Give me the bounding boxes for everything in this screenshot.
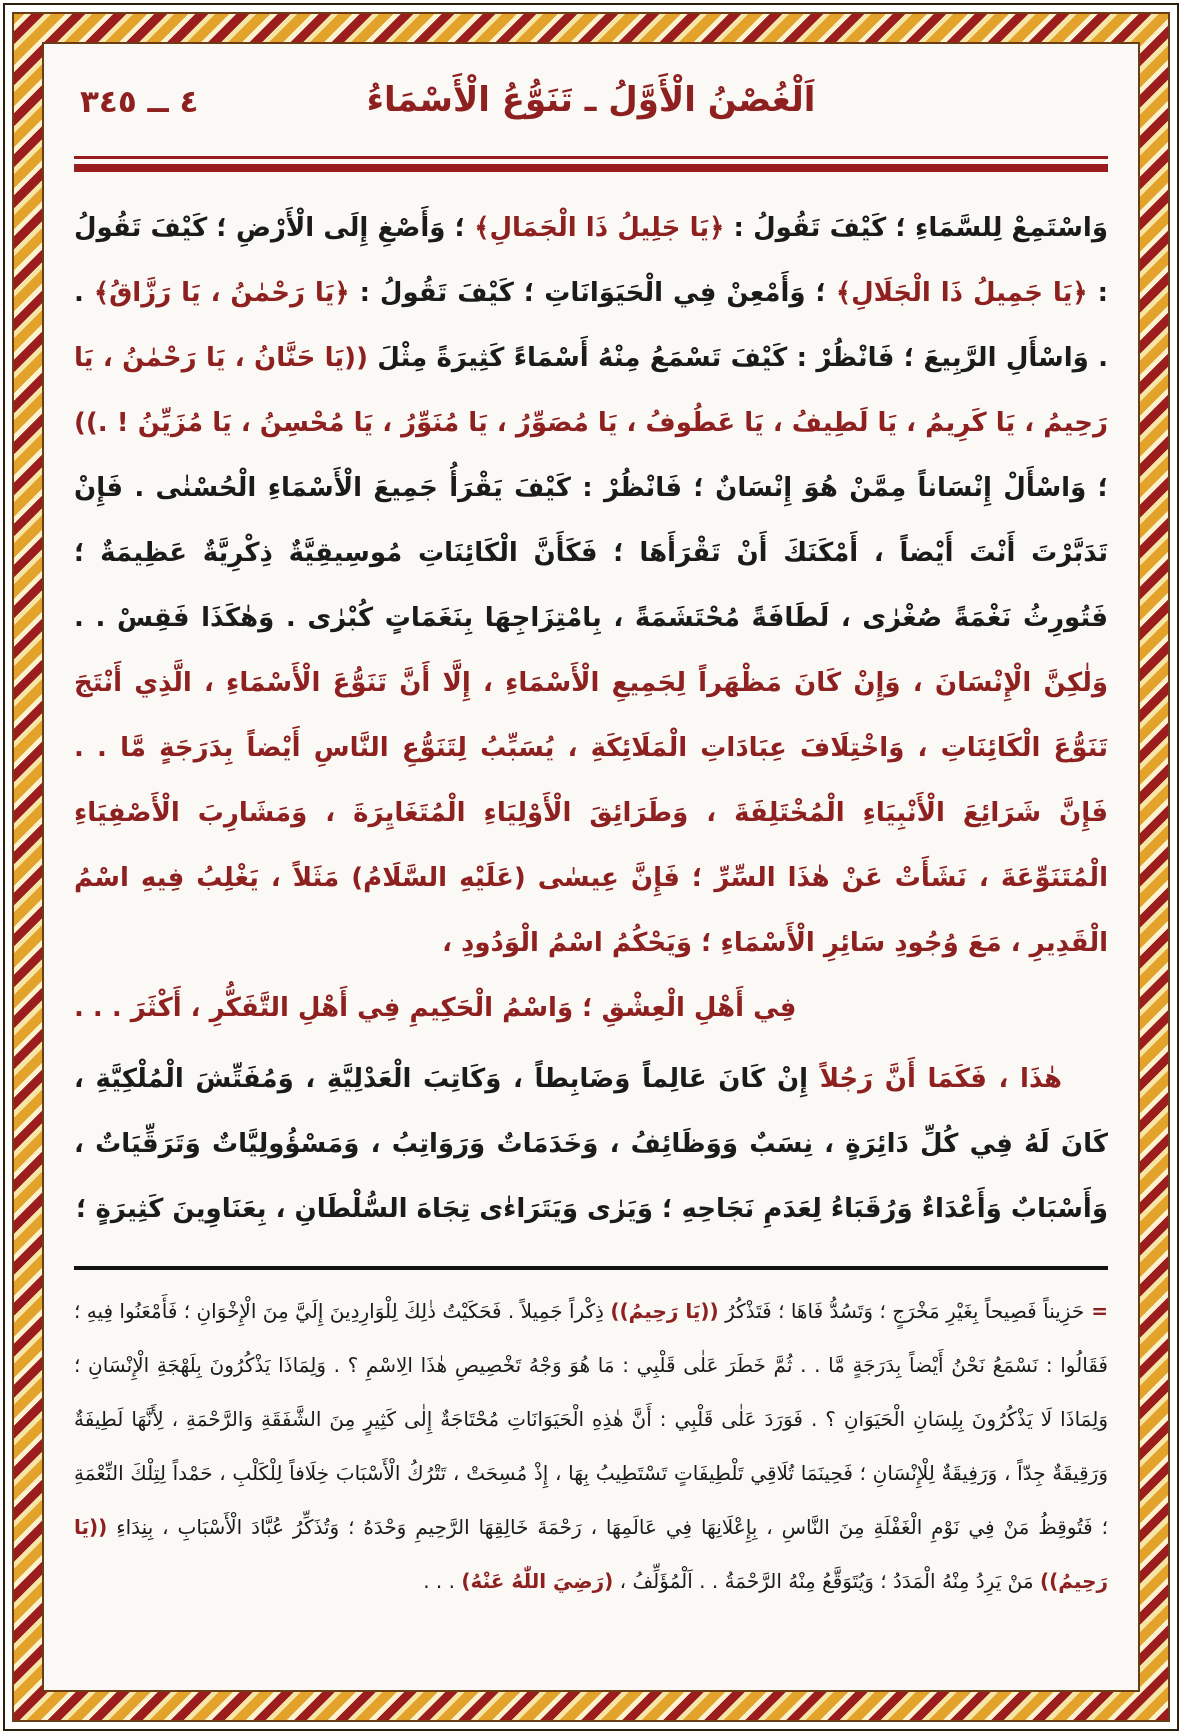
page-content — [42, 42, 1140, 1692]
paragraph-1-closing-line — [74, 976, 1108, 1041]
paragraph-1 — [74, 196, 1108, 976]
text-segment: ﴿يَا رَحْمٰنُ ، يَا رَزَّاقُ﴾ — [93, 278, 350, 308]
text-segment: (رَضِيَ اللّٰهُ عَنْهُ) — [461, 1569, 614, 1593]
text-segment: وَاسْتَمِعْ لِلسَّمَاءِ ؛ كَيْفَ تَقُولُ : — [724, 213, 1108, 243]
footnote-separator — [74, 1266, 1108, 1270]
text-segment: = — [1084, 1299, 1108, 1323]
page-header — [74, 72, 1108, 148]
page-number: ٤ ــ ٣٤٥ — [80, 84, 199, 120]
text-segment: ذِكْراً جَمِيلاً . فَحَكَيْتُ ذٰلِكَ لِلْوَارِدِينَ إِلَيَّ مِنَ الْإِخْوَانِ ؛ فَأَمْعَنُوا فِيهِ ؛ فَقَالُوا : نَسْمَعُ نَحْنُ أَيْضاً بِدَرَجَةٍ مَّا . . ثُمَّ خَطَرَ عَلٰى قَلْبِي : مَا هُوَ وَجْهُ تَخْصِيصِ هٰذَا الِاسْمِ ؟ . وَلِمَاذَا يَذْكُرُونَ بِلَهْجَةِ الْإِنْسَانِ ؛ وَلِمَاذَا لَا يَذْكُرُونَ بِلِسَانِ الْحَيَوَانِ ؟ . فَوَرَدَ عَلٰى قَلْبِي : أَنَّ هٰذِهِ الْحَيَوَانَاتِ مُحْتَاجَةٌ إِلٰى كَثِيرٍ مِنَ الشَّفَقَةِ وَالرَّحْمَةِ ، لِأَنَّهَا لَطِيفَةٌ وَرَقِيقَةٌ جِدّاً ، وَرَفِيقَةٌ لِلْإِنْسَانِ ؛ فَحِينَمَا تُلَاقِي تَلْطِيفَاتٍ تَسْتَطِيبُ بِهَا ، إِذْ مُسِحَتْ ، تَتْرُكُ الْأَسْبَابَ خِلَافاً لِلْكَلْبِ ، حَمْداً لِتِلْكَ النِّعْمَةِ ؛ فَتُوقِظُ مَنْ فِي نَوْمِ الْغَفْلَةِ مِنَ النَّاسِ ، بِإِعْلَانِهَا فِي عَالَمِهَا ، رَحْمَةَ خَالِقِهَا الرَّحِيمِ وَحْدَهُ ؛ وَتُذَكِّرُ عُبَّادَ الْأَسْبَابِ ، بِنِدَاءِ — [74, 1299, 1108, 1539]
decorative-chain-border — [12, 12, 1170, 1722]
paragraph-2 — [74, 1047, 1108, 1242]
text-segment: ﴿يَا جَمِيلُ ذَا الْجَلَالِ﴾ — [835, 278, 1088, 308]
page-title: اَلْغُصْنُ الْأَوَّلُ ـ تَنَوُّعُ الْأَسْمَاءُ — [366, 80, 816, 120]
page-outer-edge — [3, 3, 1179, 1731]
text-segment: . . وَاسْأَلِ الرَّبِيعَ ؛ فَانْظُرْ : كَيْفَ تَسْمَعُ مِنْهُ أَسْمَاءً كَثِيرَةً مِثْلَ — [74, 278, 1108, 373]
text-segment: . . . — [423, 1569, 462, 1593]
text-segment: هٰذَا ، فَكَمَا أَنَّ رَجُلاً — [808, 1064, 1062, 1094]
body-text — [74, 196, 1108, 1242]
text-segment: حَزِيناً فَصِيحاً بِغَيْرِ مَخْرَجٍ ؛ وَتَسُدُّ فَاهَا ؛ فَتَذْكُرُ — [718, 1299, 1085, 1323]
footnote — [74, 1284, 1108, 1608]
text-segment: ((يَا رَحِيمُ)) — [610, 1299, 719, 1323]
text-segment: ((يَا رَحِيمُ)) — [74, 1515, 1108, 1593]
text-segment: ؛ وَأَمْعِنْ فِي الْحَيَوَانَاتِ ؛ كَيْفَ تَقُولُ : — [349, 278, 836, 308]
text-segment: إِنْ كَانَ عَالِماً وَضَابِطاً ، وَكَاتِبَ الْعَدْلِيَّةِ ، وَمُفَتِّشَ الْمُلْكِيَّةِ ، كَانَ لَهُ فِي كُلِّ دَائِرَةٍ ، نِسَبٌ وَوَظَائِفُ ، وَخَدَمَاتٌ وَرَوَاتِبُ ، وَمَسْؤُولِيَّاتٌ وَتَرَقِّيَاتٌ ، وَأَسْبَابٌ وَأَعْدَاءٌ وَرُقَبَاءُ لِعَدَمِ نَجَاحِهِ ؛ وَيَرٰى وَيَتَرَاءٰى تِجَاهَ السُّلْطَانِ ، بِعَنَاوِينَ كَثِيرَةٍ ؛ — [74, 1064, 1108, 1224]
text-segment: ؛ وَأَصْغِ إِلَى الْأَرْضِ ؛ كَيْفَ تَقُولُ : — [74, 213, 1109, 308]
text-segment: ﴿يَا جَلِيلُ ذَا الْجَمَالِ﴾ — [474, 213, 725, 243]
header-rule — [74, 156, 1108, 172]
text-segment: مَنْ يَرِدُ مِنْهُ الْمَدَدُ ؛ وَيُتَوَقَّعُ مِنْهُ الرَّحْمَةُ . . اَلْمُؤَلِّفُ ، — [613, 1569, 1040, 1593]
footnote-text — [74, 1284, 1108, 1608]
text-segment: فِي أَهْلِ الْعِشْقِ ؛ وَاسْمُ الْحَكِيمِ فِي أَهْلِ التَّفَكُّرِ ، أَكْثَرَ . . . — [74, 993, 797, 1023]
text-segment: ؛ وَاسْأَلْ إِنْسَاناً مِمَّنْ هُوَ إِنْسَانٌ ؛ فَانْظُرْ : كَيْفَ يَقْرَأُ جَمِيعَ الْأَسْمَاءِ الْحُسْنٰى . فَإِنْ تَدَبَّرْتَ أَنْتَ أَيْضاً ، أَمْكَنَكَ أَنْ تَقْرَأَهَا ؛ فَكَأَنَّ الْكَائِنَاتِ مُوسِيقِيَّةٌ ذِكْرِيَّةٌ عَظِيمَةٌ ؛ فَتُورِثُ نَغْمَةً صُغْرٰى ، لَطَافَةً مُحْتَشَمَةً ، بِامْتِزَاجِهَا بِنَغَمَاتٍ كُبْرٰى . وَهٰكَذَا فَقِسْ . . — [74, 473, 1108, 633]
text-segment: ((يَا حَنَّانُ ، يَا رَحْمٰنُ ، يَا رَحِيمُ ، يَا كَرِيمُ ، يَا لَطِيفُ ، يَا عَطُوفُ ، يَا مُصَوِّرُ ، يَا مُنَوِّرُ ، يَا مُحْسِنُ ، يَا مُزَيِّنُ ! .)) — [74, 343, 1108, 438]
text-segment: وَلٰكِنَّ الْإِنْسَانَ ، وَإِنْ كَانَ مَظْهَراً لِجَمِيعِ الْأَسْمَاءِ ، إِلَّا أَنَّ تَنَوُّعَ الْأَسْمَاءِ ، الَّذِي أَنْتَجَ تَنَوُّعَ الْكَائِنَاتِ ، وَاخْتِلَافَ عِبَادَاتِ الْمَلَائِكَةِ ، يُسَبِّبُ لِتَنَوُّعِ النَّاسِ أَيْضاً بِدَرَجَةٍ مَّا . . فَإِنَّ شَرَائِعَ الْأَنْبِيَاءِ الْمُخْتَلِفَةَ ، وَطَرَائِقَ الْأَوْلِيَاءِ الْمُتَغَايِرَةَ ، وَمَشَارِبَ الْأَصْفِيَاءِ الْمُتَنَوِّعَةَ ، نَشَأَتْ عَنْ هٰذَا السِّرِّ ؛ فَإِنَّ عِيسٰى (عَلَيْهِ السَّلَامُ) مَثَلاً ، يَغْلِبُ فِيهِ اسْمُ الْقَدِيرِ ، مَعَ وُجُودِ سَائِرِ الْأَسْمَاءِ ؛ وَيَحْكُمُ اسْمُ الْوَدُودِ ، — [74, 668, 1108, 958]
